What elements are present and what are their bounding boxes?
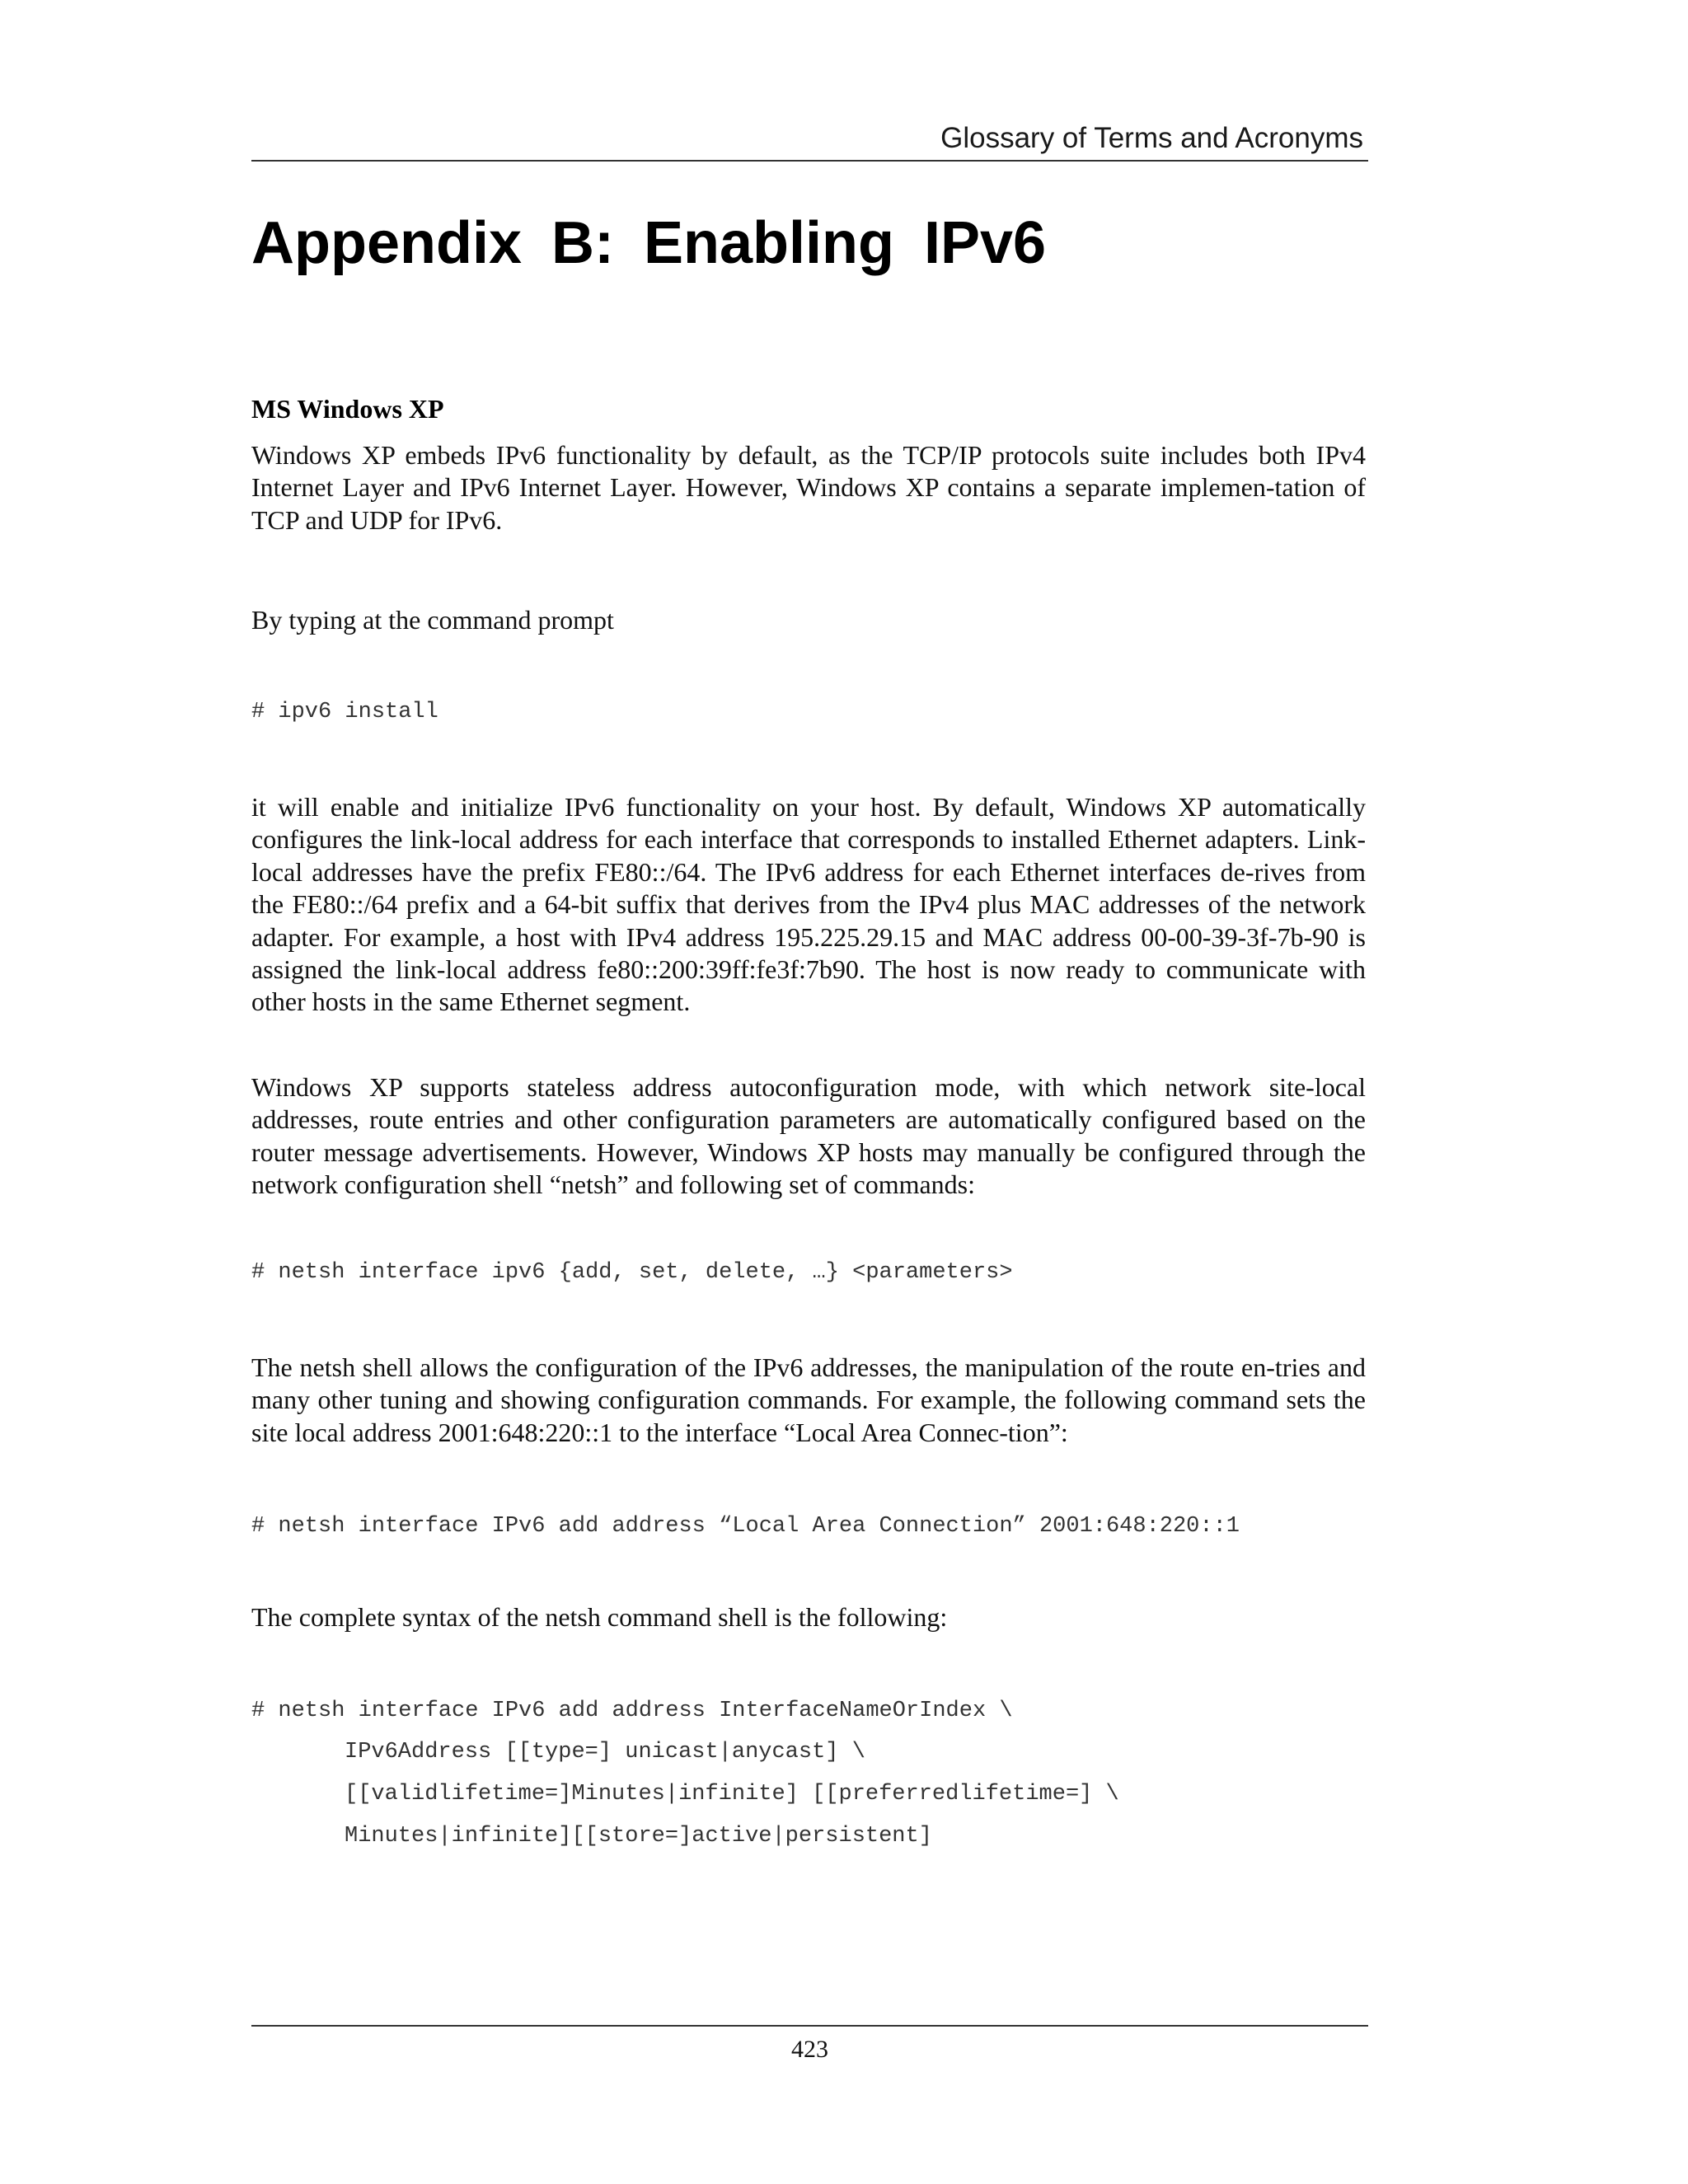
paragraph-command-prompt: By typing at the command prompt [251,605,614,635]
section-heading: MS Windows XP [251,394,444,424]
chapter-title: Appendix B: Enabling IPv6 [251,210,1047,276]
paragraph-link-local: it will enable and initialize IPv6 functionality on your host. By default, Windows XP automatically configures the link-local address for each interface that corresponds to installed Ethernet adapters. Link-local addresses have the prefix FE80::/64. The IPv6 address for each Ethernet interfaces de-rives from the FE80::/64 prefix and a 64-bit suffix that derives from the IPv4 plus MAC addresses of the network adapter. For example, a host with IPv4 address 195.225.29.15 and MAC address 00-00-39-3f-7b-90 is assigned the link-local address fe80::200:39ff:fe3f:7b90. The host is now ready to communicate with other hosts in the same Ethernet segment. [251,792,1366,1017]
page-number: 423 [791,2036,828,2063]
running-header-title: Glossary of Terms and Acronyms [940,122,1363,154]
code-syntax-line-3: [[validlifetime=]Minutes|infinite] [[preferredlifetime=] \ [345,1782,1119,1807]
code-ipv6-install: # ipv6 install [251,700,438,724]
code-syntax-line-1: # netsh interface IPv6 add address InterfaceNameOrIndex \ [251,1699,1013,1723]
code-syntax-line-4: Minutes|infinite][[store=]active|persistent] [345,1824,932,1849]
paragraph-complete-syntax: The complete syntax of the netsh command shell is the following: [251,1602,948,1632]
running-footer [251,2025,1368,2063]
code-netsh-generic: # netsh interface ipv6 {add, set, delete, …} <parameters> [251,1260,1013,1285]
paragraph-netsh-shell: The netsh shell allows the configuration of the IPv6 addresses, the manipulation of the route en-tries and many other tuning and showing configuration commands. For example, the following command sets the site local address 2001:648:220::1 to the interface “Local Area Connec-tion”: [251,1352,1366,1447]
code-syntax-line-2: IPv6Address [[type=] unicast|anycast] \ [345,1740,865,1765]
paragraph-intro: Windows XP embeds IPv6 functionality by default, as the TCP/IP protocols suite includes both IPv4 Internet Layer and IPv6 Internet Layer. However, Windows XP contains a separate implemen-tation of TCP and UDP for IPv6. [251,440,1366,535]
code-netsh-add-address: # netsh interface IPv6 add address “Local Area Connection” 2001:648:220::1 [251,1514,1240,1539]
paragraph-autoconfiguration: Windows XP supports stateless address autoconfiguration mode, with which network site-local addresses, route entries and other configuration parameters are automatically configured based on the router message advertisements. However, Windows XP hosts may manually be configured through the network configuration shell “netsh” and following set of commands: [251,1072,1366,1200]
running-header [251,122,1368,162]
